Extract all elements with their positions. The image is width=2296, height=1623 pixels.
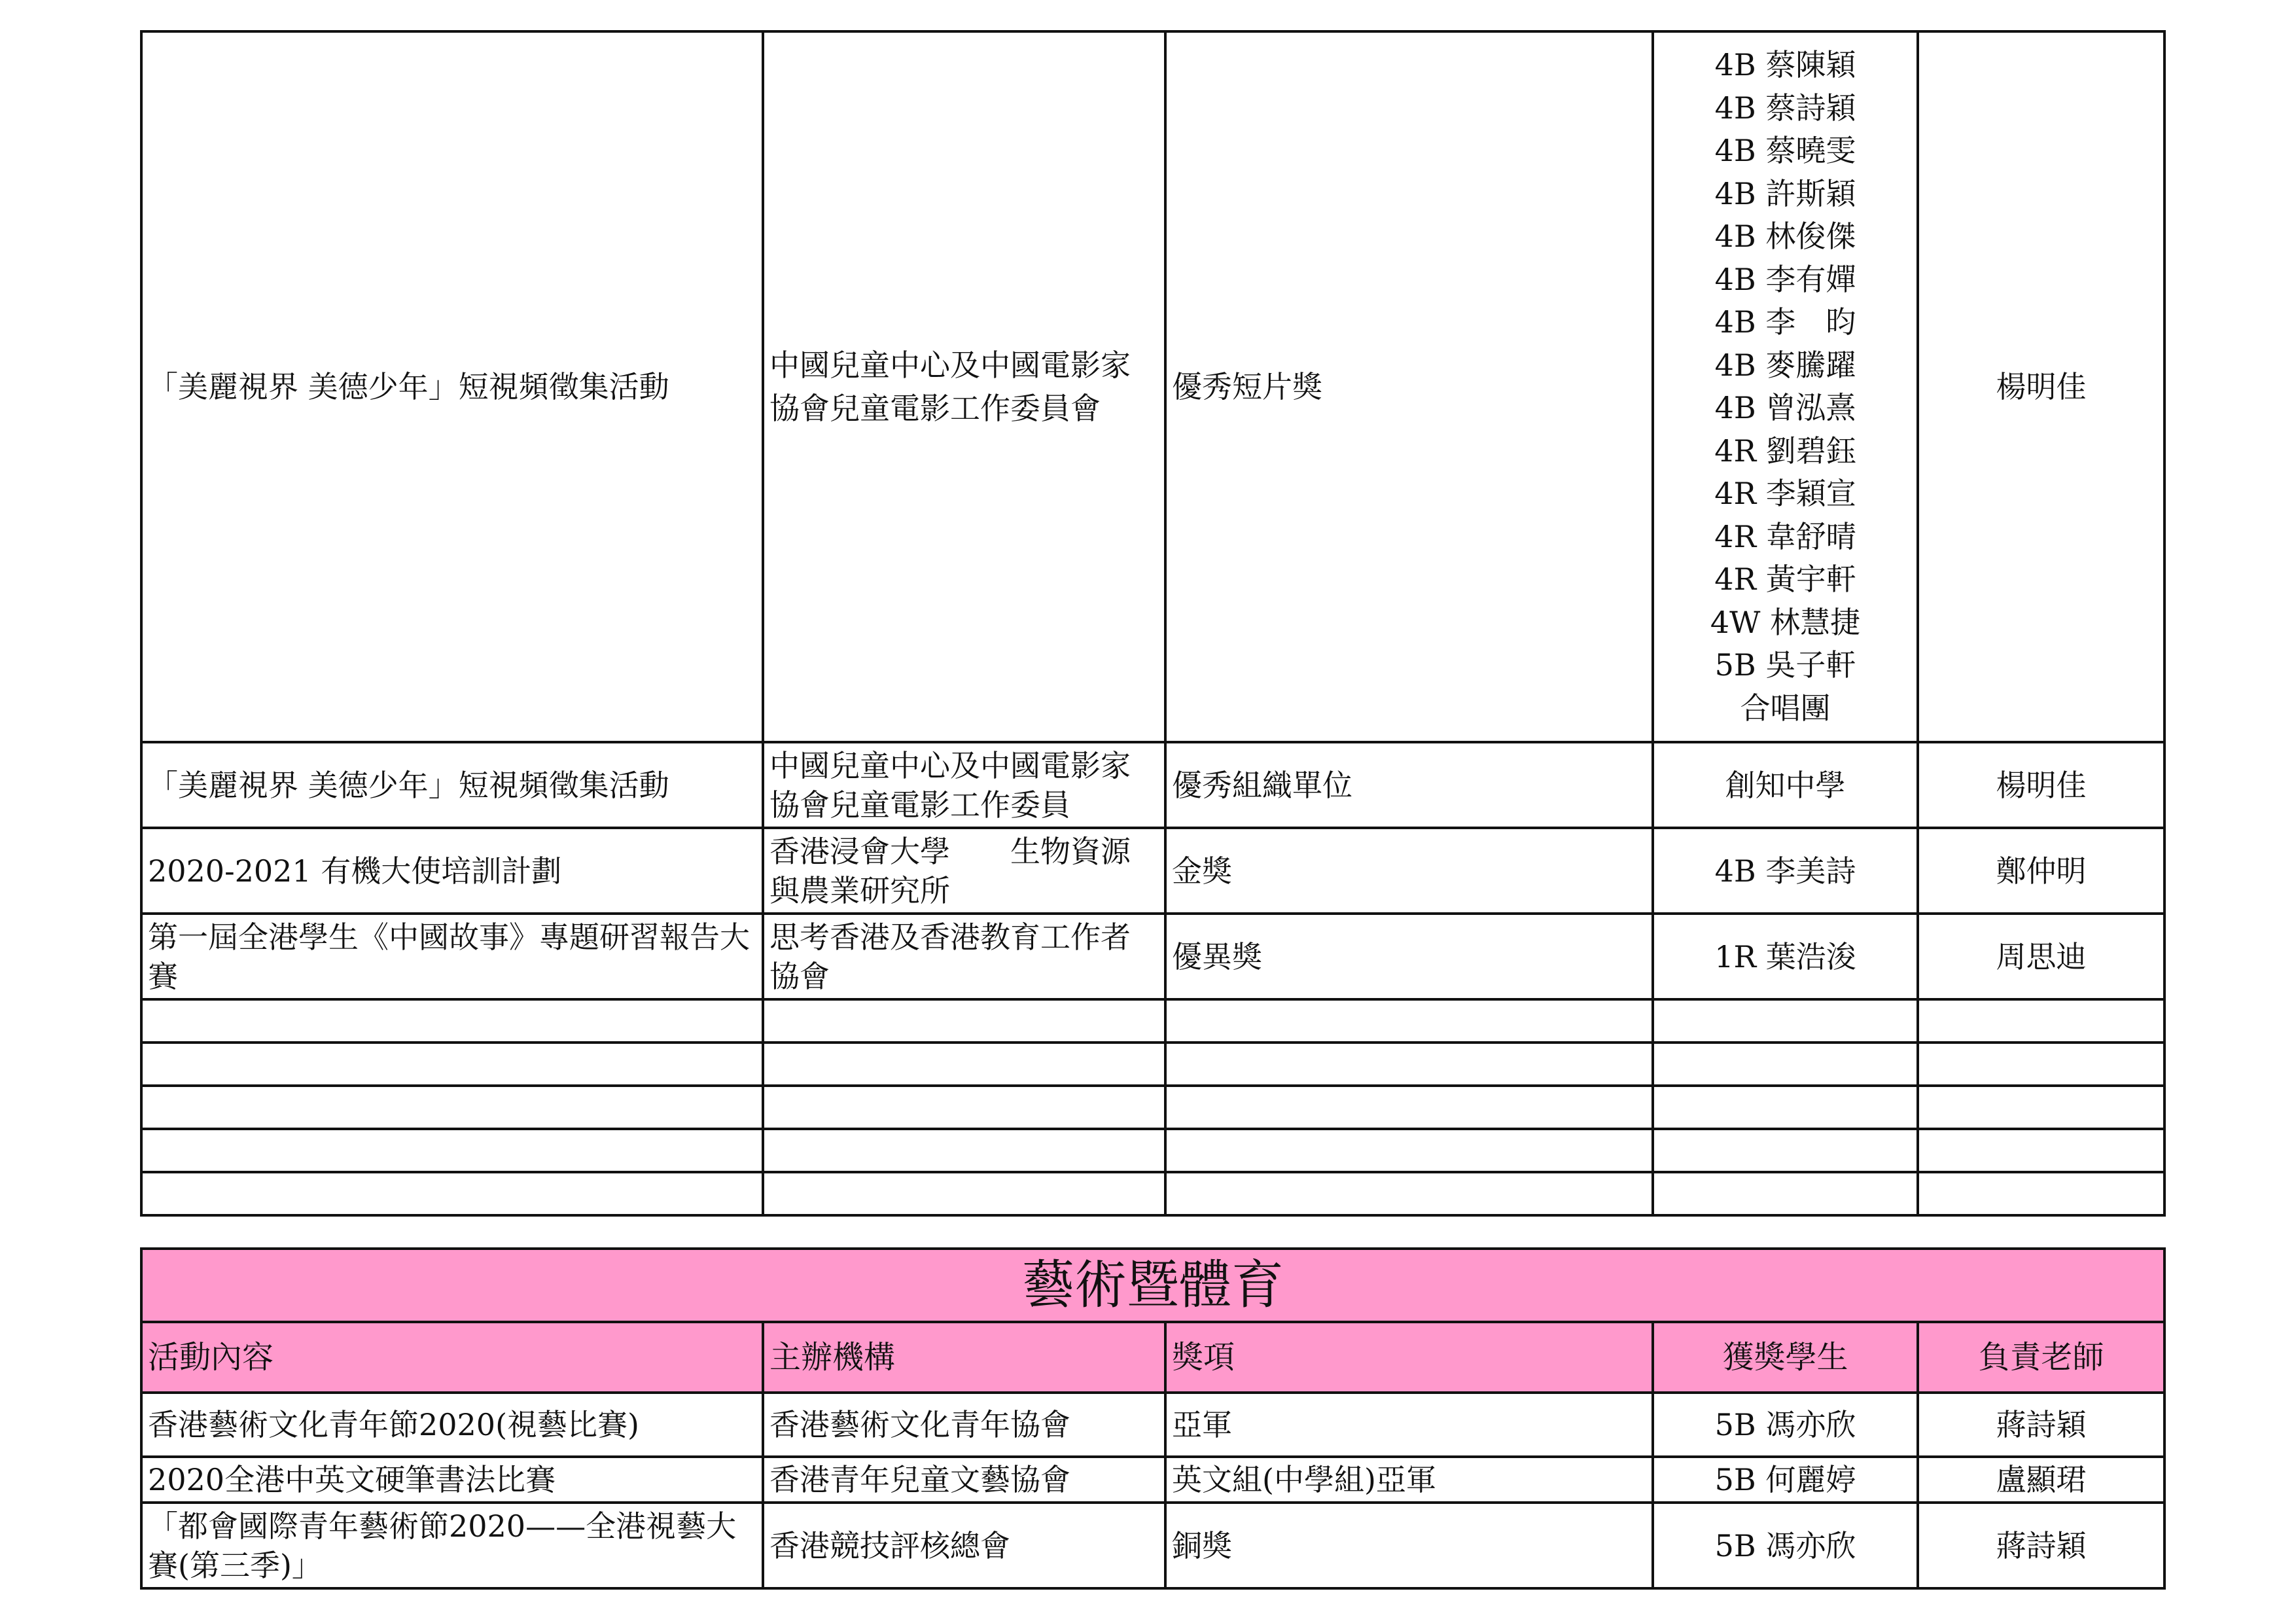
table-row bbox=[141, 1503, 2164, 1588]
student-name: 4B 蔡陳穎 bbox=[1714, 47, 1856, 82]
activity-cell: 「都會國際青年藝術節2020——全港視藝大賽(第三季)」 bbox=[141, 1503, 763, 1588]
award-cell: 金獎 bbox=[1165, 828, 1653, 914]
empty-row bbox=[141, 1172, 2164, 1215]
arts-sports-table bbox=[140, 1247, 2166, 1590]
student-name: 4R 李穎宣 bbox=[1714, 476, 1856, 511]
table-row bbox=[141, 1457, 2164, 1503]
student-cell: 5B 何麗婷 bbox=[1653, 1457, 1918, 1503]
header-row bbox=[141, 1322, 2164, 1393]
student-name: 4B 蔡曉雯 bbox=[1714, 133, 1856, 168]
table-row bbox=[141, 914, 2164, 999]
activity-cell: 「美麗視界 美德少年」短視頻徵集活動 bbox=[141, 31, 763, 742]
student-name: 4B 李有嬋 bbox=[1714, 261, 1856, 297]
student-name: 合唱團 bbox=[1740, 690, 1831, 726]
activity-cell: 第一屆全港學生《中國故事》專題研習報告大賽 bbox=[141, 914, 763, 999]
teacher-cell: 蔣詩穎 bbox=[1918, 1503, 2164, 1588]
table-row bbox=[141, 742, 2164, 828]
award-cell: 亞軍 bbox=[1165, 1393, 1653, 1457]
teacher-cell: 蔣詩穎 bbox=[1918, 1393, 2164, 1457]
award-cell: 銅獎 bbox=[1165, 1503, 1653, 1588]
student-name: 4B 林俊傑 bbox=[1714, 219, 1856, 254]
organizer-cell: 中國兒童中心及中國電影家協會兒童電影工作委員會 bbox=[763, 31, 1165, 742]
awards-table-continued bbox=[140, 30, 2166, 1217]
students-cell bbox=[1653, 31, 1918, 742]
student-cell: 創知中學 bbox=[1653, 742, 1918, 828]
teacher-cell: 鄭仲明 bbox=[1918, 828, 2164, 914]
student-name: 4W 林慧捷 bbox=[1710, 604, 1861, 640]
header-activity: 活動內容 bbox=[141, 1322, 763, 1393]
section-title-row bbox=[141, 1249, 2164, 1322]
student-name: 4R 黃宇軒 bbox=[1714, 562, 1856, 597]
header-award: 獎項 bbox=[1165, 1322, 1653, 1393]
header-student: 獲獎學生 bbox=[1653, 1322, 1918, 1393]
organizer-cell: 香港競技評核總會 bbox=[763, 1503, 1165, 1588]
student-cell: 5B 馮亦欣 bbox=[1653, 1503, 1918, 1588]
organizer-cell: 香港青年兒童文藝協會 bbox=[763, 1457, 1165, 1503]
activity-cell: 「美麗視界 美德少年」短視頻徵集活動 bbox=[141, 742, 763, 828]
activity-cell: 2020-2021 有機大使培訓計劃 bbox=[141, 828, 763, 914]
organizer-cell: 香港藝術文化青年協會 bbox=[763, 1393, 1165, 1457]
award-cell: 優秀短片獎 bbox=[1165, 31, 1653, 742]
teacher-cell: 盧顯珺 bbox=[1918, 1457, 2164, 1503]
student-cell: 1R 葉浩浚 bbox=[1653, 914, 1918, 999]
empty-row bbox=[141, 1129, 2164, 1172]
student-name: 4B 曾泓熹 bbox=[1714, 390, 1856, 425]
student-cell: 5B 馮亦欣 bbox=[1653, 1393, 1918, 1457]
activity-cell: 香港藝術文化青年節2020(視藝比賽) bbox=[141, 1393, 763, 1457]
section-title: 藝術暨體育 bbox=[141, 1249, 2164, 1322]
student-name: 4B 蔡詩穎 bbox=[1714, 90, 1856, 126]
teacher-cell: 周思迪 bbox=[1918, 914, 2164, 999]
teacher-cell: 楊明佳 bbox=[1918, 742, 2164, 828]
student-cell: 4B 李美詩 bbox=[1653, 828, 1918, 914]
teacher-cell: 楊明佳 bbox=[1918, 31, 2164, 742]
empty-row bbox=[141, 999, 2164, 1043]
student-name: 4B 麥騰躍 bbox=[1714, 347, 1856, 383]
organizer-cell: 香港浸會大學 生物資源與農業研究所 bbox=[763, 828, 1165, 914]
student-name: 5B 吳子軒 bbox=[1714, 647, 1856, 683]
empty-row bbox=[141, 1043, 2164, 1086]
student-name: 4R 劉碧鈺 bbox=[1714, 433, 1856, 469]
student-name: 4B 許斯穎 bbox=[1714, 175, 1856, 211]
award-cell: 英文組(中學組)亞軍 bbox=[1165, 1457, 1653, 1503]
empty-row bbox=[141, 1086, 2164, 1129]
student-name: 4R 韋舒晴 bbox=[1714, 518, 1856, 554]
activity-cell: 2020全港中英文硬筆書法比賽 bbox=[141, 1457, 763, 1503]
organizer-cell: 思考香港及香港教育工作者協會 bbox=[763, 914, 1165, 999]
organizer-cell: 中國兒童中心及中國電影家協會兒童電影工作委員 bbox=[763, 742, 1165, 828]
table-row bbox=[141, 1393, 2164, 1457]
header-teacher: 負責老師 bbox=[1918, 1322, 2164, 1393]
award-cell: 優秀組織單位 bbox=[1165, 742, 1653, 828]
header-organizer: 主辦機構 bbox=[763, 1322, 1165, 1393]
table-row bbox=[141, 828, 2164, 914]
award-cell: 優異獎 bbox=[1165, 914, 1653, 999]
student-name: 4B 李 昀 bbox=[1714, 304, 1856, 340]
table-row bbox=[141, 31, 2164, 742]
